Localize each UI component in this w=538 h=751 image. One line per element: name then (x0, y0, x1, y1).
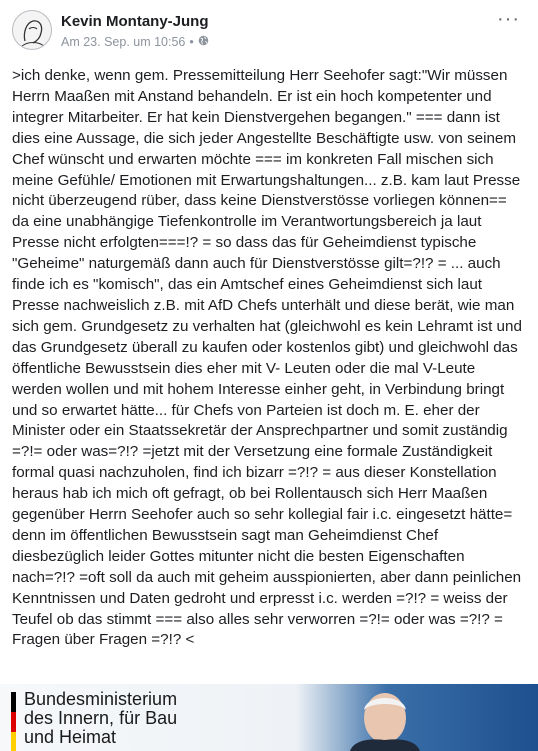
ministry-line-3: und Heimat (24, 727, 117, 747)
author-name[interactable]: Kevin Montany-Jung (61, 13, 209, 30)
globe-icon (198, 35, 209, 49)
post-image[interactable] (0, 684, 538, 751)
post-meta (61, 35, 209, 49)
person-photo (340, 684, 430, 751)
flag-icon (11, 692, 16, 751)
ministry-line-1: Bundesministerium (24, 689, 178, 709)
more-options-icon[interactable]: ··· (497, 8, 520, 30)
post-header (0, 0, 538, 62)
avatar-portrait-icon (13, 11, 52, 50)
ministry-line-2: des Innern, für Bau (24, 708, 178, 728)
meta-separator: • (189, 35, 194, 49)
ministry-logo-text (24, 690, 177, 747)
avatar[interactable] (12, 10, 52, 50)
post-text: >ich denke, wenn gem. Pressemitteilung Herr Seehofer sagt:"Wir müssen Herrn Maaßen mit Anstand behandeln. Er ist ein hoch kompetenter und integrer Mitarbeiter. Er hat kein Dienstvergehen begangen." === dann ist dies eine Aussage, die sich jeder Angestellte Beschäftigte usw. von seinem Chef wünscht und erwarten möchte === im konkreten Fall mischen sich meine Gefühle/ Emotionen mit Erwartungshaltungen... z.B. kam laut Presse nicht überzeugend rüber, dass keine Dienstverstösse vorliegen können== da eine unabhängige Tiefenkontrolle im Verantwortungsbereich ja laut Presse nicht erfolgten===!? = so dass das für Geheimdienst typische "Geheime" naturgemäß dann auch für Dienstverstösse gilt=?!? = ... auch finde ich es "komisch", das ein Amtschef eines Geheimdienst sich laut Presse nachweislich z.B. mit AfD Chefs unterhält und diese berät, wie man sich gem. Grundgesetz zu verhalten hat (gleichwohl es kein Lehramt ist und das Grundgesetz überall zu kaufen oder kostenlos gibt) und gleichwohl das öffentliche Bewusstsein dies eher mit V- Leuten oder die mal V-Leute werden wollen und mit hohem Interesse einher geht, in Verbindung bringt und so erwartet hätte... für Chefs von Parteien ist doch m. E. eher der Minister oder ein Staatssekretär der Ansprechpartner und somit zuständig =?!= oder was=?!? =jetzt mit der Versetzung eine formale Zuständigkeit formal quasi nachzuholen, find ich bizarr =?!? = aus dieser Konstellation heraus hab ich mich oft gefragt, ob bei Rollentausch sich Herr Maaßen gegenüber Herrn Seehofer auch so sehr kollegial fair i.c. eingesetzt hätte= denn im öffentlichen Bewusstsein sagt man Geheimdienst Chef diesbezüglich leider Gottes mitunter nicht die besten Eigenschaften nach=?!? =oft soll da auch mit geheim ausspionierten, aber dann peinlichen Kenntnissen und Daten gedroht und erpresst i.c. werden =?!? = weiss der Teufel ob das stimmt === also alles sehr verworren =?!= oder was =?!? = Fragen über Fragen =?!? < (12, 67, 522, 649)
post-timestamp[interactable]: Am 23. Sep. um 10:56 (61, 35, 186, 49)
